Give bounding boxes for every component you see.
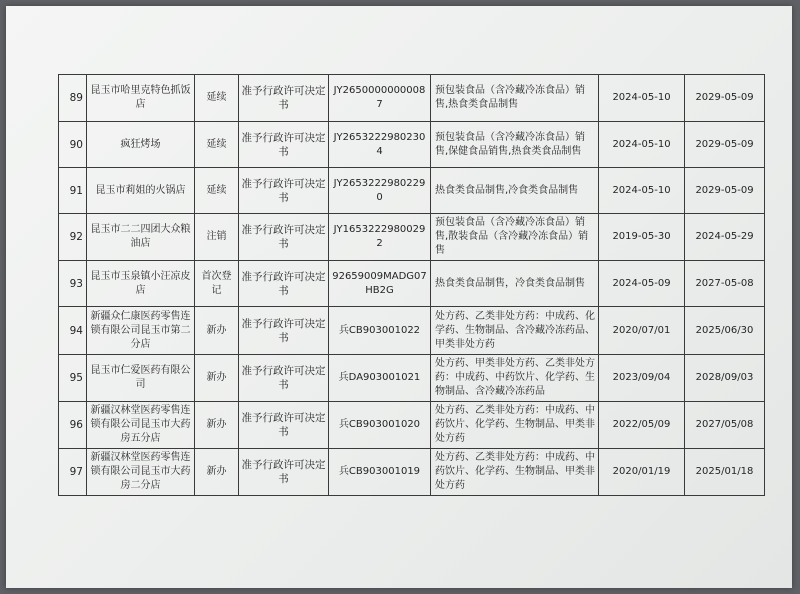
license-action: 新办 — [195, 307, 239, 355]
business-scope: 热食类食品制售,冷食类食品制售 — [431, 168, 599, 214]
license-action: 首次登记 — [195, 261, 239, 307]
valid-to: 2027/05/08 — [685, 402, 765, 449]
row-number: 93 — [59, 261, 87, 307]
business-scope: 处方药、甲类非处方药、乙类非处方药：中成药、中药饮片、化学药、生物制品、含冷藏冷冻药品 — [431, 355, 599, 402]
business-scope: 热食类食品制售，冷食类食品制售 — [431, 261, 599, 307]
row-number: 92 — [59, 214, 87, 261]
document-type: 准予行政许可决定书 — [239, 168, 329, 214]
license-number: JY26532229802304 — [329, 122, 431, 168]
document-type: 准予行政许可决定书 — [239, 261, 329, 307]
valid-to: 2029-05-09 — [685, 168, 765, 214]
table-row — [59, 307, 765, 355]
license-number: JY16532229800292 — [329, 214, 431, 261]
row-number: 96 — [59, 402, 87, 449]
license-action: 延续 — [195, 168, 239, 214]
license-number: 兵CB903001022 — [329, 307, 431, 355]
license-number: JY26532229802290 — [329, 168, 431, 214]
license-action: 新办 — [195, 402, 239, 449]
business-scope: 处方药、乙类非处方药：中成药、中药饮片、化学药、生物制品、甲类非处方药 — [431, 449, 599, 496]
entity-name: 昆玉市二二四团大众粮油店 — [87, 214, 195, 261]
valid-from: 2019-05-30 — [599, 214, 685, 261]
valid-to: 2025/01/18 — [685, 449, 765, 496]
table-row — [59, 168, 765, 214]
row-number: 90 — [59, 122, 87, 168]
license-table — [58, 74, 765, 496]
entity-name: 昆玉市玉泉镇小汪凉皮店 — [87, 261, 195, 307]
document-type: 准予行政许可决定书 — [239, 402, 329, 449]
license-number: JY26500000000087 — [329, 75, 431, 122]
entity-name: 昆玉市哈里克特色抓饭店 — [87, 75, 195, 122]
document-type: 准予行政许可决定书 — [239, 307, 329, 355]
valid-to: 2027-05-08 — [685, 261, 765, 307]
valid-to: 2024-05-29 — [685, 214, 765, 261]
valid-from: 2024-05-10 — [599, 168, 685, 214]
row-number: 94 — [59, 307, 87, 355]
table-row — [59, 75, 765, 122]
license-number: 92659009MADG07HB2G — [329, 261, 431, 307]
valid-from: 2022/05/09 — [599, 402, 685, 449]
license-number: 兵CB903001019 — [329, 449, 431, 496]
valid-from: 2020/07/01 — [599, 307, 685, 355]
valid-to: 2028/09/03 — [685, 355, 765, 402]
document-type: 准予行政许可决定书 — [239, 449, 329, 496]
valid-from: 2023/09/04 — [599, 355, 685, 402]
document-type: 准予行政许可决定书 — [239, 214, 329, 261]
table-row — [59, 122, 765, 168]
entity-name: 昆玉市仁爱医药有限公司 — [87, 355, 195, 402]
table-row — [59, 214, 765, 261]
document-type: 准予行政许可决定书 — [239, 355, 329, 402]
row-number: 95 — [59, 355, 87, 402]
entity-name: 疯狂烤场 — [87, 122, 195, 168]
entity-name: 新疆汉林堂医药零售连锁有限公司昆玉市大药房二分店 — [87, 449, 195, 496]
valid-from: 2024-05-10 — [599, 75, 685, 122]
table-row — [59, 355, 765, 402]
row-number: 89 — [59, 75, 87, 122]
license-action: 注销 — [195, 214, 239, 261]
business-scope: 处方药、乙类非处方药：中成药、中药饮片、化学药、生物制品、甲类非处方药 — [431, 402, 599, 449]
document-type: 准予行政许可决定书 — [239, 122, 329, 168]
row-number: 97 — [59, 449, 87, 496]
business-scope: 预包装食品（含冷藏冷冻食品）销售,保健食品销售,热食类食品制售 — [431, 122, 599, 168]
valid-to: 2029-05-09 — [685, 75, 765, 122]
entity-name: 新疆汉林堂医药零售连锁有限公司昆玉市大药房五分店 — [87, 402, 195, 449]
valid-to: 2029-05-09 — [685, 122, 765, 168]
business-scope: 预包装食品（含冷藏冷冻食品）销售,散装食品（含冷藏冷冻食品）销售 — [431, 214, 599, 261]
business-scope: 预包装食品（含冷藏冷冻食品）销售,热食类食品制售 — [431, 75, 599, 122]
table-row — [59, 261, 765, 307]
table-row — [59, 402, 765, 449]
valid-from: 2024-05-09 — [599, 261, 685, 307]
valid-from: 2020/01/19 — [599, 449, 685, 496]
license-action: 延续 — [195, 122, 239, 168]
license-action: 新办 — [195, 355, 239, 402]
valid-from: 2024-05-10 — [599, 122, 685, 168]
document-type: 准予行政许可决定书 — [239, 75, 329, 122]
valid-to: 2025/06/30 — [685, 307, 765, 355]
table-row — [59, 449, 765, 496]
document-page — [6, 6, 792, 588]
license-action: 新办 — [195, 449, 239, 496]
business-scope: 处方药、乙类非处方药：中成药、化学药、生物制品、含冷藏冷冻药品、甲类非处方药 — [431, 307, 599, 355]
row-number: 91 — [59, 168, 87, 214]
entity-name: 昆玉市莉姐的火锅店 — [87, 168, 195, 214]
license-action: 延续 — [195, 75, 239, 122]
license-number: 兵DA903001021 — [329, 355, 431, 402]
entity-name: 新疆众仁康医药零售连锁有限公司昆玉市第二分店 — [87, 307, 195, 355]
license-number: 兵CB903001020 — [329, 402, 431, 449]
